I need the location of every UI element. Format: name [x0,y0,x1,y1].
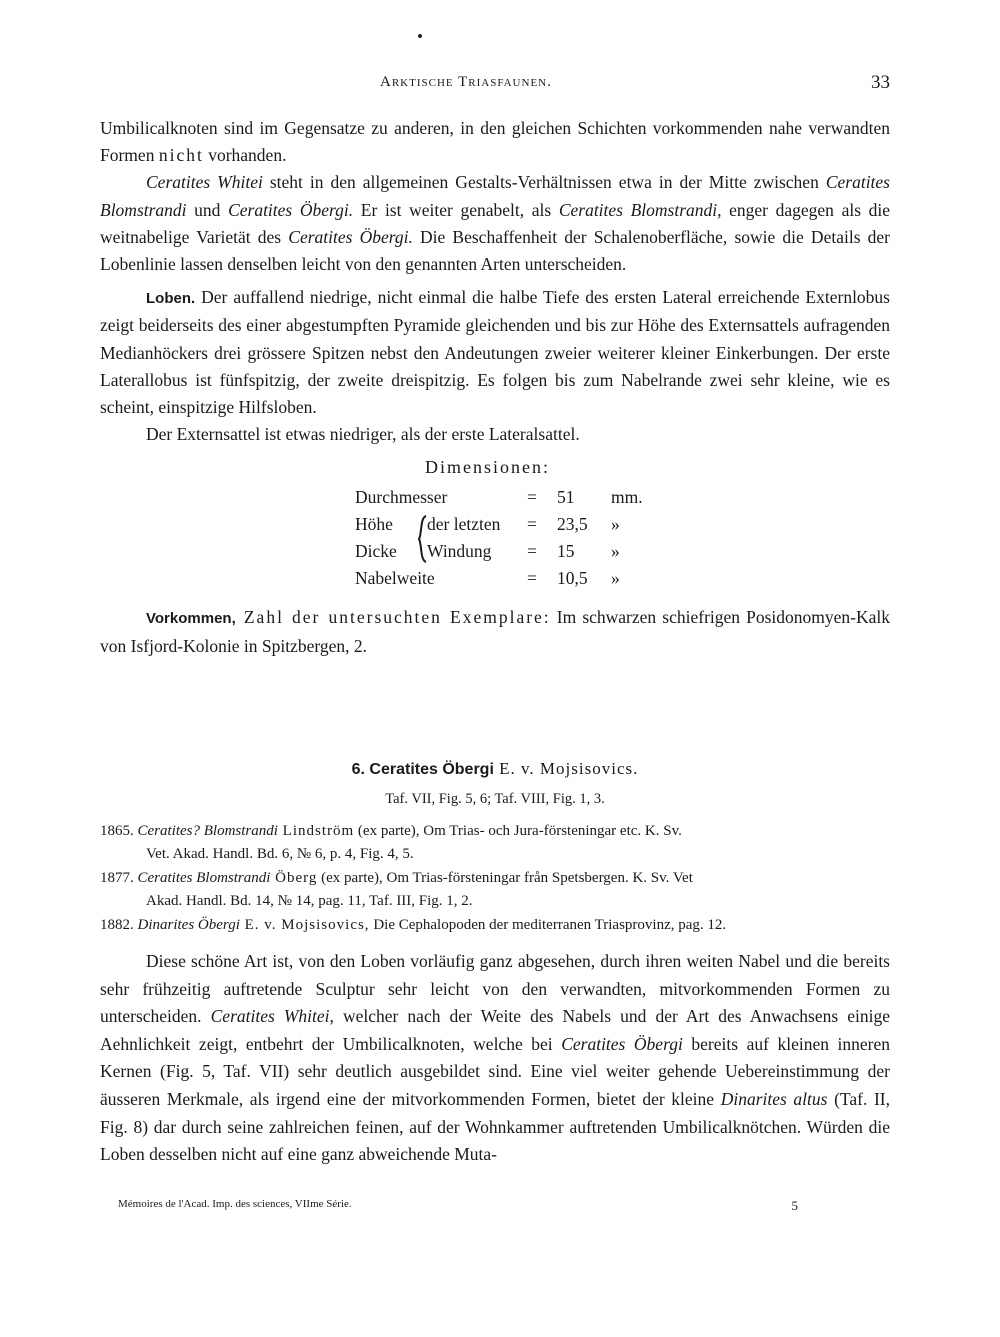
paragraph-loben: Loben. Der auffallend niedrige, nicht einmal die halbe Tiefe des ersten Lateral erreichende Externlobus zeigt beiderseits des einer abgestumpften Pyramide gleichenden und bis zur Höhe des Externsattels aufragenden Medianhöckers drei grössere Spitzen nebst den Andeutungen zweier weiterer kleiner Einkerbungen. Der erste Laterallobus ist fünfspitzig, der zweite dreispitzig. Es folgen bis zum Nabelrande zwei sehr kleine, wie es scheint, einspitzige Hilfsloben. [100,287,890,418]
paragraph-description: Diese schöne Art ist, von den Loben vorläufig ganz abgesehen, durch ihren weiten Nabel und die bereits sehr frühzeitig auftretende Sculptur sehr leicht von den verwandten, mitvorkommenden Formen zu unterscheiden. Ceratites Whitei, welcher nach der Weite des Nabels und der Art des Anwachsens einige Aehnlichkeit zeigt, entbehrt der Umbilicalknoten, welche bei Ceratites Öbergi bereits auf kleinen inneren Kernen (Fig. 5, Taf. VII) sehr deutlich ausgebildet sind. Eine viel weiter gehende Uebereinstimmung der äusseren Merkmale, als irgend eine der mitvorkommenden Formen, bietet der kleine Dinarites altus (Taf. II, Fig. 8) dar durch seine zahlreichen feinen, auf der Wohnkammer auftretenden Umbilicalknötchen. Würden die Loben desselben nicht auf eine ganz abweichende Muta- [100,951,891,1165]
body-text-upper [100,115,890,660]
footer-signature: Mémoires de l'Acad. Imp. des sciences, VIIme Série. [118,1198,352,1210]
synonymy-entry: 1865. Ceratites? Blomstrandi Lindström (ex parte), Om Trias- och Jura-försteningar etc. K. Sv. Vet. Akad. Handl. Bd. 6, № 6, p. 4, Fig. 4, 5. [100,823,682,862]
loben-label: Loben. [146,290,196,308]
brace-glyph [416,514,430,564]
brace-text-bottom: Windung [427,541,492,562]
species-title: 6. Ceratites Öbergi [351,761,494,778]
dimension-row: Nabelweite = 10,5 » [355,568,620,589]
dimension-row: Durchmesser = 51 mm. [355,487,643,508]
dimensions-table [100,454,890,604]
vorkommen-label: Vorkommen, [146,610,236,628]
page-number: 33 [871,72,890,93]
page-footer [118,1198,798,1216]
brace-text-top: der letzten [427,514,501,535]
paragraph-1: Umbilicalknoten sind im Gegensatze zu anderen, in den gleichen Schichten vorkommenden nahe verwandten Formen nicht vorhanden. [100,118,890,166]
species-plates: Taf. VII, Fig. 5, 6; Taf. VIII, Fig. 1, 3. [385,791,605,807]
paragraph-2: Ceratites Whitei steht in den allgemeinen Gestalts-Verhältnissen etwa in der Mitte zwischen Ceratites Blomstrandi und Ceratites Öbergi. Er ist weiter genabelt, als Ceratites Blomstrandi, enger dagegen als die weitnabelige Varietät des Ceratites Öbergi. Die Beschaffenheit der Schalenoberfläche, sowie die Details der Lobenlinie lassen denselben leicht von den genannten Arten unterscheiden. [100,172,891,275]
species-heading [100,756,890,811]
synonymy-entry: 1877. Ceratites Blomstrandi Öberg (ex parte), Om Trias-försteningar från Spetsbergen. K. Sv. Vet Akad. Handl. Bd. 14, № 14, pag. 11, Taf. III, Fig. 1, 2. [100,870,693,909]
dimension-row: Dicke Windung = 15 » [355,538,675,565]
synonymy-list [100,820,890,939]
body-text-lower [100,948,890,1169]
running-title: Arktische Triasfaunen. [380,74,552,90]
species-author: E. v. Mojsisovics. [493,759,639,778]
dimensions-title: Dimensionen: [425,457,550,478]
print-mark [418,34,422,38]
dimension-row: Höhe der letzten = 23,5 » [355,511,675,538]
paragraph-vorkommen: Vorkommen, Zahl der untersuchten Exemplare: Im schwarzen schiefrigen Posidonomyen-Kalk von Isfjord-Kolonie in Spitzbergen, 2. [100,607,891,656]
footer-sheet-number: 5 [791,1198,798,1213]
paragraph-externsattel: Der Externsattel ist etwas niedriger, als der erste Lateralsattel. [146,424,580,445]
running-head [100,74,890,98]
synonymy-entry: 1882. Dinarites Öbergi E. v. Mojsisovics, Die Cephalopoden der mediterranen Triasprovinz, pag. 12. [100,917,727,933]
